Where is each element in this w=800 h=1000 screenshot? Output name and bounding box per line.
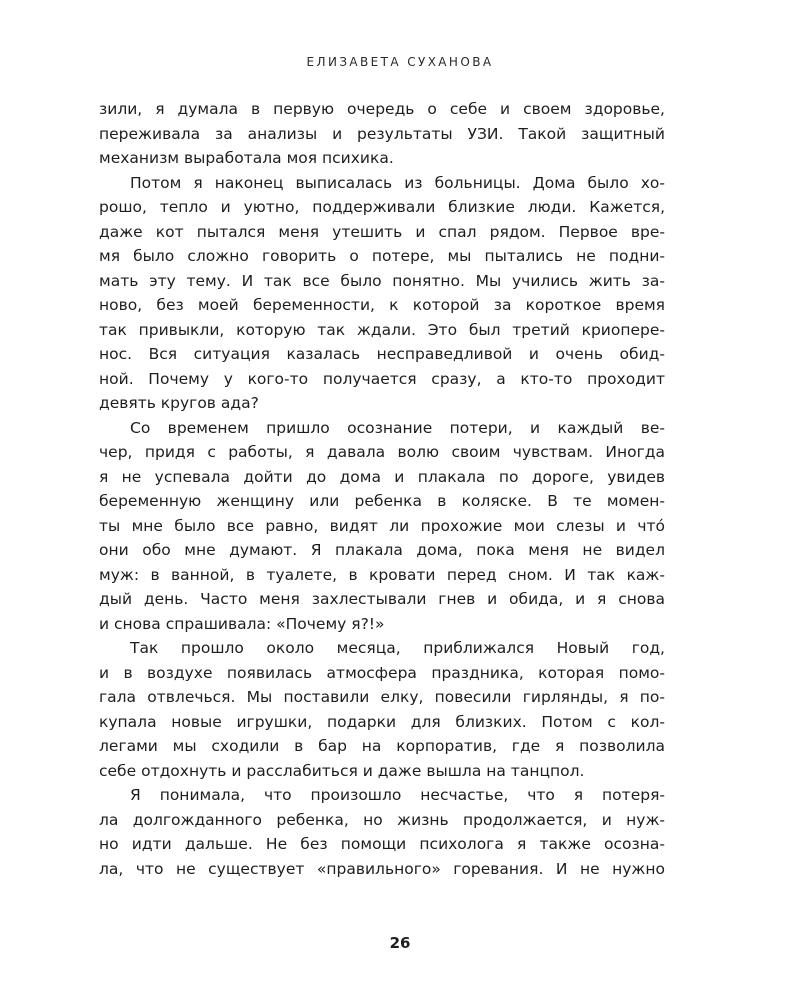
text-line: я не успевала дойти до дома и плакала по дороге, увидев	[99, 467, 665, 486]
text-line: мать эту тему. И так все было понятно. Мы учились жить за-	[99, 271, 665, 290]
text-line: мя было сложно говорить о потере, мы пытались не подни-	[99, 247, 665, 265]
running-head-author: ЕЛИЗАВЕТА СУХАНОВА	[306, 55, 494, 69]
text-line: Я понимала, что произошло несчастье, что я потеря-	[130, 786, 665, 804]
page-number: 26	[389, 934, 411, 952]
text-line: дый день. Часто меня захлестывали гнев и обида, и я снова	[99, 590, 665, 608]
text-line: переживала за анализы и результаты УЗИ. Такой защитный	[99, 124, 665, 143]
text-line: ной. Почему у кого-то получается сразу, а кто-то проходит	[99, 369, 665, 388]
body-text	[99, 97, 665, 881]
text-line: себе отдохнуть и расслабиться и даже вышла на танцпол.	[99, 761, 585, 780]
text-line: рошо, тепло и уютно, поддерживали близкие люди. Кажется,	[99, 198, 665, 216]
text-line: ла, что не существует «правильного» горевания. И не нужно	[99, 859, 665, 878]
text-line: ново, без моей беременности, к которой за короткое время	[99, 296, 665, 314]
text-line: легами мы сходили в бар на корпоратив, где я позволила	[99, 737, 665, 755]
text-line: но идти дальше. Не без помощи психолога я также осозна-	[99, 835, 665, 853]
text-line: ла долгожданного ребенка, но жизнь продолжается, и нуж-	[99, 810, 665, 829]
text-line: нос. Вся ситуация казалась несправедливой и очень обид-	[99, 345, 665, 363]
text-line: они обо мне думают. Я плакала дома, пока меня не видел	[99, 541, 665, 559]
text-line: беременную женщину или ребенка в коляске. В те момен-	[99, 492, 665, 510]
text-line: ты мне было все равно, видят ли прохожие мои слезы и что́	[99, 516, 665, 535]
text-line: чер, придя с работы, я давала волю своим чувствам. Иногда	[99, 443, 665, 461]
text-line: и в воздухе появилась атмосфера праздника, которая помо-	[99, 663, 665, 682]
text-line: девять кругов ада?	[99, 394, 259, 412]
text-line: муж: в ванной, в туалете, в кровати перед сном. И так каж-	[99, 565, 665, 584]
text-line: механизм выработала моя психика.	[99, 149, 394, 167]
text-line: и снова спрашивала: «Почему я?!»	[99, 614, 385, 633]
text-line: зили, я думала в первую очередь о себе и своем здоровье,	[99, 100, 665, 118]
text-line: Так прошло около месяца, приближался Новый год,	[130, 639, 665, 657]
text-line: даже кот пытался меня утешить и спал рядом. Первое вре-	[99, 222, 665, 241]
text-line: Со временем пришло осознание потери, и каждый ве-	[130, 418, 665, 437]
text-line: гала отвлечься. Мы поставили елку, повесили гирлянды, я по-	[99, 688, 665, 706]
text-line: купала новые игрушки, подарки для близких. Потом с кол-	[99, 712, 665, 731]
text-line: Потом я наконец выписалась из больницы. Дома было хо-	[130, 173, 665, 192]
text-line: так привыкли, которую так ждали. Это был третий криоперe-	[99, 320, 665, 339]
